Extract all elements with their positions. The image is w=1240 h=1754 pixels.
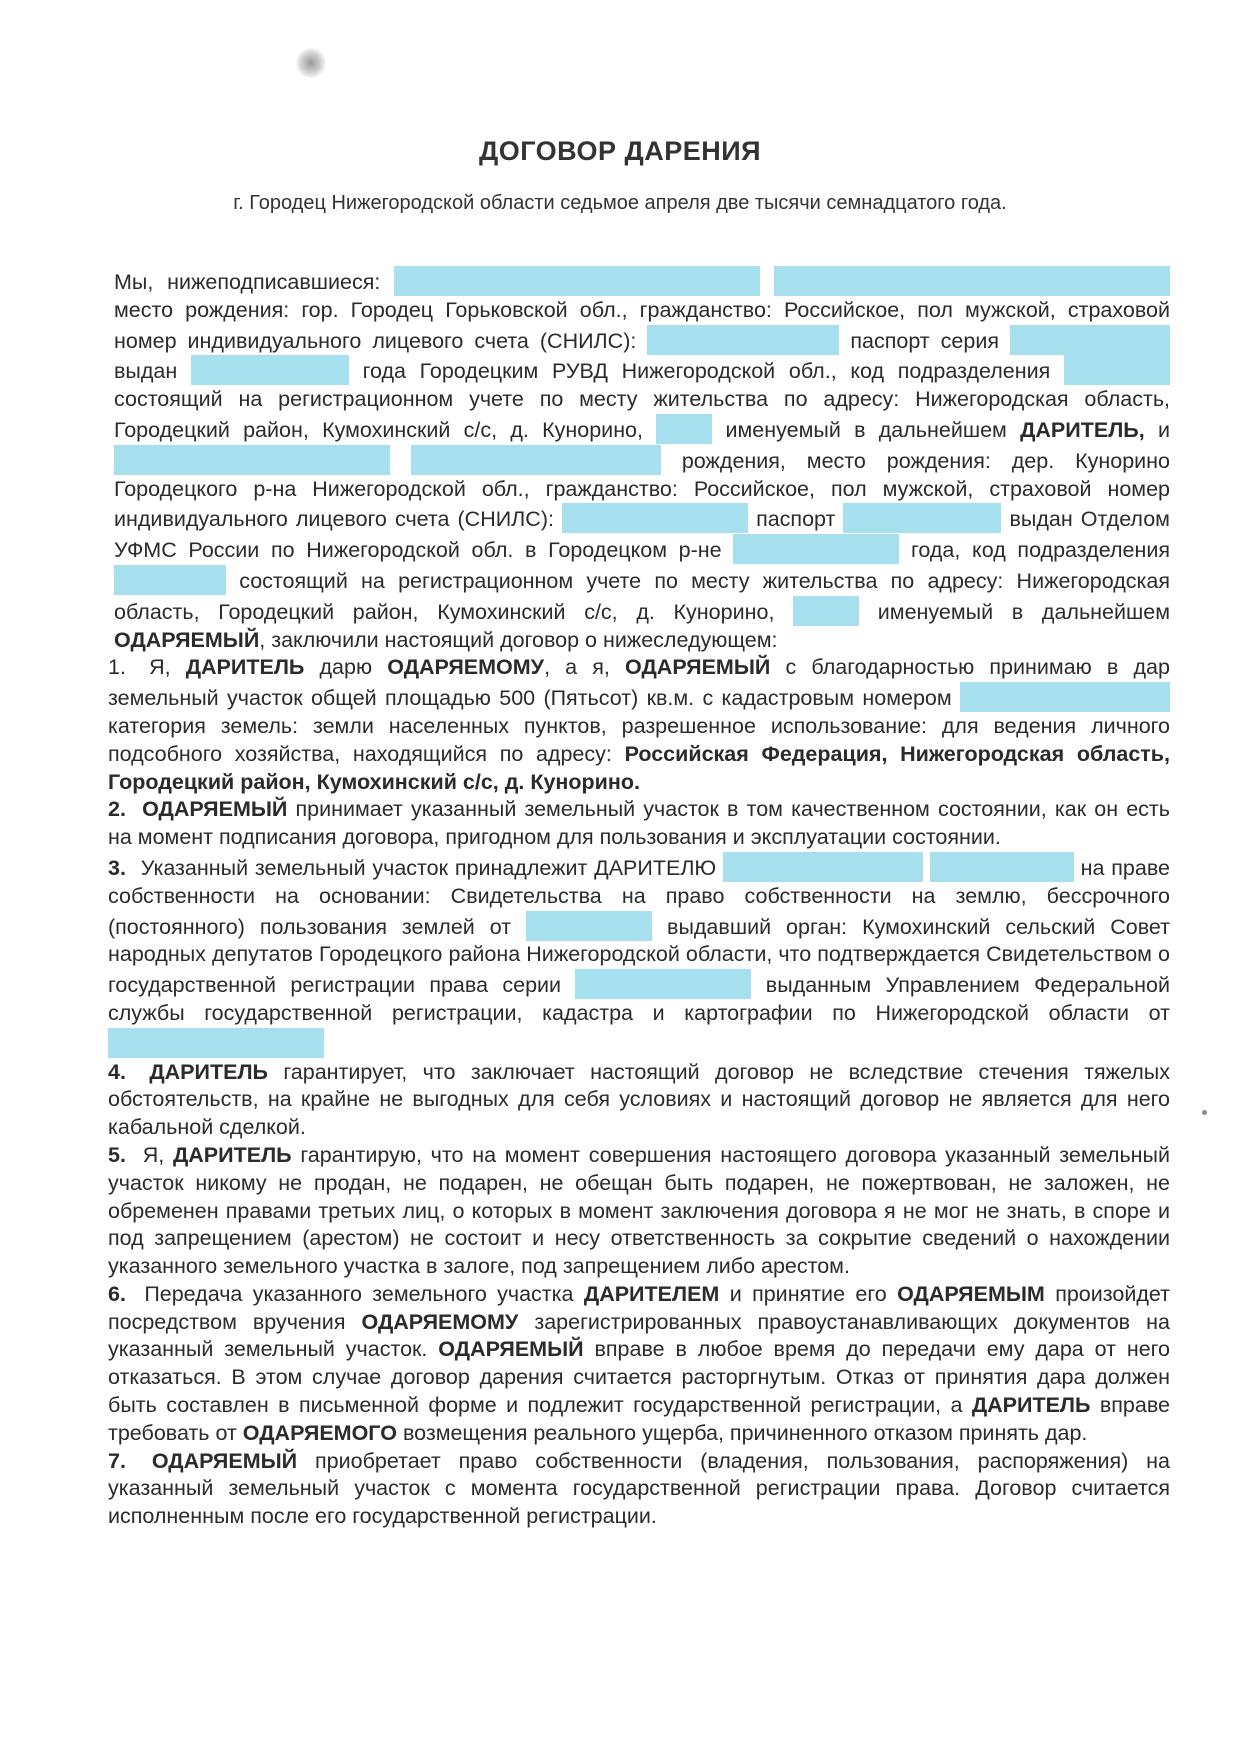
redaction: [656, 414, 712, 444]
redaction: [562, 503, 748, 533]
clause-4: 4. ДАРИТЕЛЬ гарантирует, что заключает настоящий договор не вследствие стечения тяжелых обстоятельств, на крайне не выгодных для себя условиях и настоящий договор не является для него кабальной сделкой.: [108, 1059, 1170, 1140]
redaction: [843, 503, 1001, 533]
clause-3: 3. Указанный земельный участок принадлежит ДАРИТЕЛЮ на праве собственности на основании: Свидетельства на право собственности на землю, бессрочного (постоянного) пользования землей от выдавший орган: Кумохинский сельский Совет народных депутатов Городецкого района Нижегородской области, что подтверждается Свидетельством о государственной регистрации права серии выданным Управлением Федеральной службы государственной регистрации, кадастра и картографии по Нижегородской области от: [108, 852, 1170, 1059]
redaction: [1064, 355, 1170, 385]
redaction: [774, 266, 1170, 296]
clause-5: 5. Я, ДАРИТЕЛЬ гарантирую, что на момент совершения настоящего договора указанный земельный участок никому не продан, не подарен, не обещан быть подарен, не пожертвован, не заложен, не обременен правами третьих лиц, о которых в момент заключения договора я не мог не знать, в споре и под запрещением (арестом) не состоит и несу ответственность за сокрытие сведений о нахождении указанного земельного участка в залоге, под запрещением либо арестом.: [108, 1142, 1170, 1279]
redaction: [114, 445, 390, 475]
redaction: [108, 1028, 324, 1058]
speck: [1202, 1110, 1207, 1115]
redaction: [733, 534, 899, 564]
document-body: [108, 266, 1170, 1531]
redaction: [411, 445, 661, 475]
redaction: [575, 969, 751, 999]
document-title: ДОГОВОР ДАРЕНИЯ: [478, 136, 762, 166]
clause-2: 2. ОДАРЯЕМЫЙ принимает указанный земельный участок в том качественном состоянии, как он есть на момент подписания договора, пригодном для пользования и эксплуатации состоянии.: [108, 797, 1170, 850]
clause-1: 1. Я, ДАРИТЕЛЬ дарю ОДАРЯЕМОМУ, а я, ОДАРЯЕМЫЙ с благодарностью принимаю в дар земельный участок общей площадью 500 (Пятьсот) кв.м. с кадастровым номером категория земель: земли населенных пунктов, разрешенное использование: для ведения личного подсобного хозяйства, находящийся по адресу: Российская Федерация, Нижегородская область, Городецкий район, Кумохинский с/с, д. Кунорино.: [108, 655, 1170, 794]
redaction: [647, 325, 839, 355]
clause-7: 7. ОДАРЯЕМЫЙ приобретает право собственности (владения, пользования, распоряжения) на указанный земельный участок с момента государственной регистрации права. Договор считается исполненным после его государственной регистрации.: [108, 1448, 1170, 1529]
redaction: [114, 565, 226, 595]
place-and-date: г. Городец Нижегородской области седьмое апреля две тысячи семнадцатого года.: [233, 192, 1007, 214]
redaction: [394, 266, 760, 296]
redaction: [191, 355, 349, 385]
ink-smudge: [296, 48, 326, 78]
redaction: [723, 852, 923, 882]
redaction: [526, 911, 652, 941]
redaction: [960, 682, 1170, 712]
clause-6: 6. Передача указанного земельного участка ДАРИТЕЛЕМ и принятие его ОДАРЯЕМЫМ произойдет посредством вручения ОДАРЯЕМОМУ зарегистрированных правоустанавливающих документов на указанный земельный участок. ОДАРЯЕМЫЙ вправе в любое время до передачи ему дара от него отказаться. В этом случае договор дарения считается расторгнутым. Отказ от принятия дара должен быть составлен в письменной форме и подлежит государственной регистрации, а ДАРИТЕЛЬ вправе требовать от ОДАРЯЕМОГО возмещения реального ущерба, причиненного отказом принять дар.: [108, 1281, 1170, 1445]
redaction: [930, 852, 1074, 882]
intro-paragraph: Мы, нижеподписавшиеся: место рождения: гор. Городец Горьковской обл., гражданство: Российское, пол мужской, страховой номер индивидуального лицевого счета (СНИЛС): паспорт серия выдан года Городецким РУВД Нижегородской обл., код подразделения состоящий на регистрационном учете по месту жительства по адресу: Нижегородская область, Городецкий район, Кумохинский с/с, д. Кунорино, именуемый в дальнейшем ДАРИТЕЛЬ, и рождения, место рождения: дер. Кунорино Городецкого р-на Нижегородской обл., гражданство: Российское, пол мужской, страховой номер индивидуального лицевого счета (СНИЛС): паспорт выдан Отделом УФМС России по Нижегородской обл. в Городецком р-не года, код подразделения состоящий на регистрационном учете по месту жительства по адресу: Нижегородская область, Городецкий район, Кумохинский с/с, д. Кунорино, именуемый в дальнейшем ОДАРЯЕМЫЙ, заключили настоящий договор о нижеследующем:: [108, 266, 1170, 654]
redaction: [1010, 325, 1170, 355]
redaction: [793, 596, 859, 626]
